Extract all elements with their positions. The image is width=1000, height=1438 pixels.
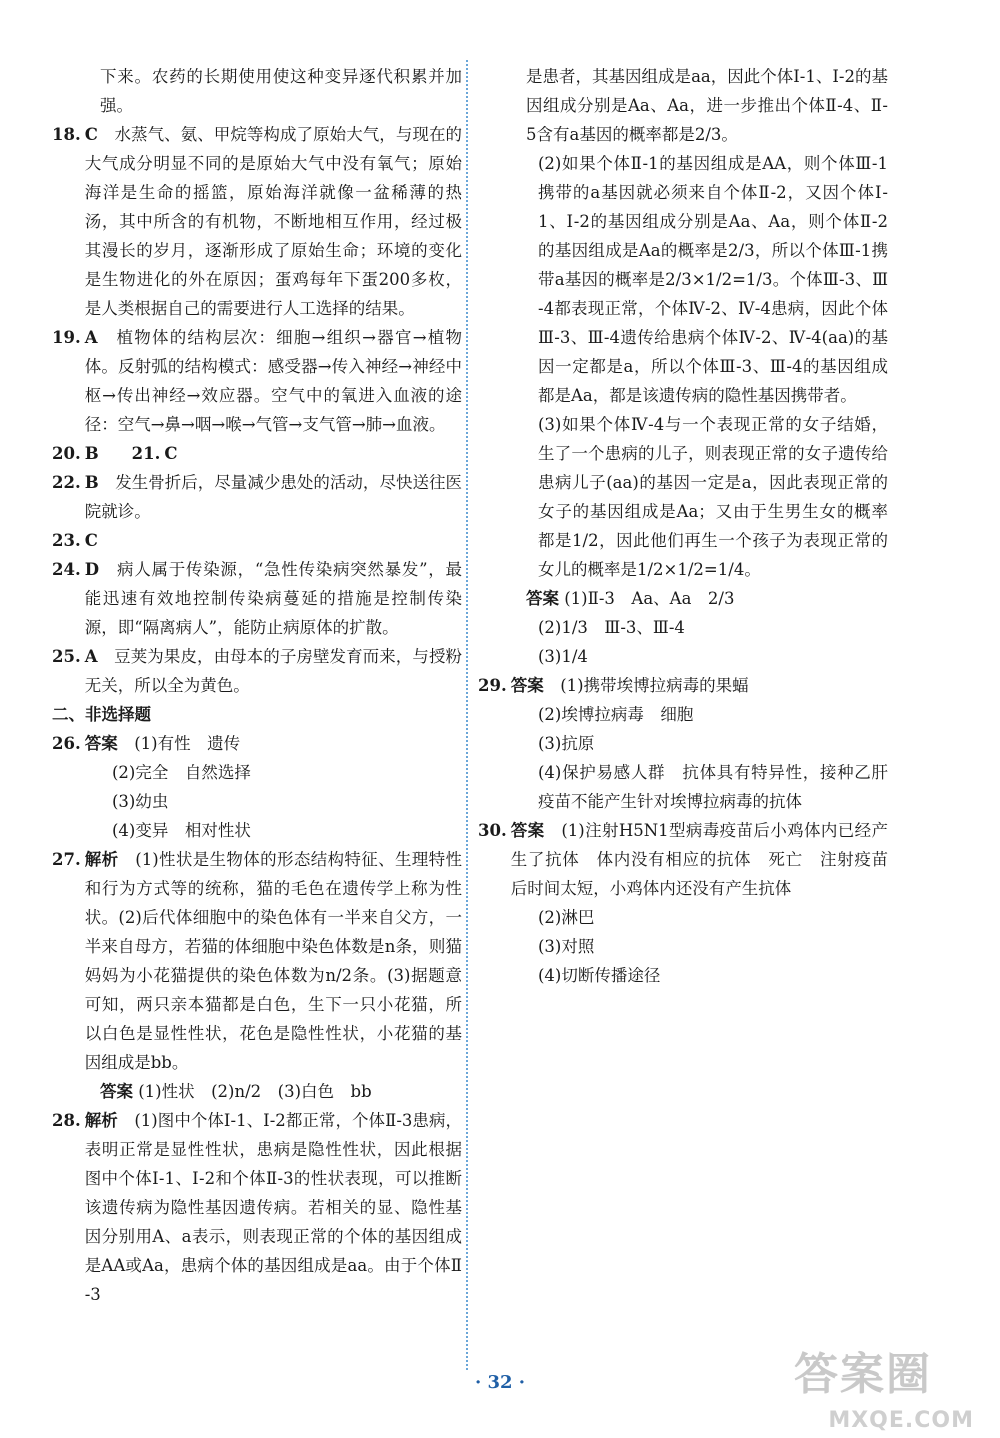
question-number: 26.: [52, 734, 81, 753]
question-explanation: (1)有性 遗传: [134, 734, 241, 753]
question-number: 30.: [478, 821, 507, 840]
answer-subitem: (2)1/3 Ⅲ-3、Ⅲ-4: [538, 618, 685, 637]
question-item: [52, 323, 462, 439]
question-answer-key: 答案: [510, 821, 545, 840]
question-number: 22.: [52, 473, 81, 492]
question-number: 29.: [478, 676, 507, 695]
question-explanation: 植物体的结构层次：细胞→组织→器官→植物体。反射弧的结构模式：感受器→传入神经→神经中枢→传出神经→效应器。空气中的氧进入血液的途径：空气→鼻→咽→喉→气管→支气管→肺→血液。: [84, 328, 463, 434]
answer-line: [52, 1077, 462, 1106]
question-body: [85, 468, 462, 526]
paragraph: (3)如果个体Ⅳ-4与一个表现正常的女子结婚，生了一个患病的儿子，则表现正常的女子遗传给患病儿子(aa)的基因一定是a，因此表现正常的女子的基因组成是Aa；又由于生男生女的概率都是1/2，因此他们再生一个孩子为表现正常的女儿的概率是1/2×1/2=1/4。: [538, 415, 888, 579]
question-body: [85, 1106, 462, 1309]
question-answer-key: C: [164, 444, 178, 463]
question-body: [85, 729, 462, 758]
paragraph-continuation: 是患者，其基因组成是aa，因此个体Ⅰ-1、Ⅰ-2的基因组成分别是Aa、Aa，进一步推出个体Ⅱ-4、Ⅱ-5含有a基因的概率都是2/3。: [526, 67, 888, 144]
question-number: 19.: [52, 328, 81, 347]
question-body: [85, 845, 462, 1077]
question-explanation: 发生骨折后，尽量减少患处的活动，尽快送往医院就诊。: [84, 473, 463, 521]
question-item: [52, 729, 462, 758]
answer-subitem: (2)淋巴: [538, 908, 595, 927]
question-number: 28.: [52, 1111, 81, 1130]
question-item: [52, 439, 462, 468]
answer-subitem: (2)完全 自然选择: [112, 763, 251, 782]
question-answer-key: 答案: [510, 676, 544, 695]
paragraph-continuation: 下来。农药的长期使用使这种变异逐代积累并加强。: [100, 67, 462, 115]
question-explanation: (1)携带埃博拉病毒的果蝠: [560, 676, 749, 695]
question-explanation: 水蒸气、氨、甲烷等构成了原始大气，与现在的大气成分明显不同的是原始大气中没有氧气；原始海洋是生命的摇篮，原始海洋就像一盆稀薄的热汤，其中所含的有机物，不断地相互作用，经过极其漫长的岁月，逐渐形成了原始生命；环境的变化是生物进化的外在原因；蛋鸡每年下蛋200多枚，是人类根据自己的需要进行人工选择的结果。: [84, 125, 463, 318]
question-answer-key: C: [84, 531, 98, 550]
question-item: [478, 816, 888, 903]
question-body: [85, 642, 462, 700]
question-explanation: (1)性状是生物体的形态结构特征、生理特性和行为方式等的统称，猫的毛色在遗传学上称为性状。(2)后代体细胞中的染色体有一半来自父方，一半来自母方，若猫的体细胞中染色体数是n条，则猫妈妈为小花猫提供的染色体数为n/2条。(3)据题意可知，两只亲本猫都是白色，生下一只小花猫，所以白色是显性性状，花色是隐性性状，小花猫的基因组成是bb。: [84, 850, 463, 1072]
question-explanation: 病人属于传染源，“急性传染病突然暴发”，最能迅速有效地控制传染病蔓延的措施是控制传染源，即“隔离病人”，能防止病原体的扩散。: [84, 560, 463, 637]
answer-label: 答案: [100, 1082, 133, 1101]
question-body: [511, 671, 888, 700]
question-item: [52, 526, 462, 555]
question-item: [52, 555, 462, 642]
answer-subitem: (3)幼虫: [112, 792, 169, 811]
question-body: [85, 526, 462, 555]
question-body: [85, 323, 462, 439]
question-number: 20.: [52, 444, 81, 463]
answer-subitem: (4)保护易感人群 抗体具有特异性，接种乙肝疫苗不能产生针对埃博拉病毒的抗体: [538, 763, 888, 811]
question-number: 18.: [52, 125, 81, 144]
question-body: [511, 816, 888, 903]
question-item: [478, 671, 888, 700]
question-answer-key: 解析: [84, 850, 119, 869]
watermark-text-top: 答案圈: [794, 1349, 932, 1400]
question-number: 24.: [52, 560, 81, 579]
answer-subitem: (4)变异 相对性状: [112, 821, 251, 840]
question-answer-key: D: [84, 560, 100, 579]
question-answer-key: C: [84, 125, 98, 144]
question-body: [85, 120, 462, 323]
answer-subitem: (2)埃博拉病毒 细胞: [538, 705, 694, 724]
left-column: [52, 62, 462, 1309]
question-body: [85, 555, 462, 642]
question-answer-key: B: [84, 473, 99, 492]
question-item: [52, 120, 462, 323]
answer-subitem: (3)1/4: [538, 647, 588, 666]
question-explanation: (1)图中个体Ⅰ-1、Ⅰ-2都正常，个体Ⅱ-3患病，表明正常是显性性状，患病是隐性性状，因此根据图中个体Ⅰ-1、Ⅰ-2和个体Ⅱ-3的性状表现，可以推断该遗传病为隐性基因遗传病。若相关的显、隐性基因分别用A、a表示，则表现正常的个体的基因组成是AA或Aa，患病个体的基因组成是aa。由于个体Ⅱ-3: [84, 1111, 463, 1304]
question-answer-key: A: [84, 328, 98, 347]
question-item: [52, 845, 462, 1077]
answer-subitem: (3)抗原: [538, 734, 595, 753]
question-body: [85, 439, 462, 468]
answer-subitem: (4)切断传播途径: [538, 966, 661, 985]
question-number: 21.: [131, 444, 161, 463]
answer-label: 答案: [526, 589, 559, 608]
question-answer-key: 答案: [84, 734, 118, 753]
question-item: [52, 468, 462, 526]
answer-line: [478, 584, 888, 613]
right-column: [478, 62, 888, 990]
question-number: 23.: [52, 531, 81, 550]
watermark-text-bottom: MXQE.COM: [828, 1408, 974, 1433]
question-number: 25.: [52, 647, 81, 666]
watermark-logo: [752, 1349, 992, 1433]
column-divider: [466, 60, 468, 1370]
question-item: [52, 1106, 462, 1309]
answer-text: (1)Ⅱ-3 Aa、Aa 2/3: [564, 589, 735, 608]
page-number: · 32 ·: [474, 1372, 526, 1393]
question-answer-key: 解析: [84, 1111, 118, 1130]
answer-text: (1)性状 (2)n/2 (3)白色 bb: [138, 1082, 372, 1101]
paragraph: (2)如果个体Ⅱ-1的基因组成是AA，则个体Ⅲ-1携带的a基因就必须来自个体Ⅱ-2，又因个体Ⅰ-1、Ⅰ-2的基因组成分别是Aa、Aa，则个体Ⅱ-2的基因组成是Aa的概率是2/3，所以个体Ⅲ-1携带a基因的概率是2/3×1/2=1/3。个体Ⅲ-3、Ⅲ-4都表现正常，个体Ⅳ-2、Ⅳ-4患病，因此个体Ⅲ-3、Ⅲ-4遗传给患病个体Ⅳ-2、Ⅳ-4(aa)的基因一定都是a，所以个体Ⅲ-3、Ⅲ-4的基因组成都是Aa，都是该遗传病的隐性基因携带者。: [538, 154, 888, 405]
question-explanation: (1)注射H5N1型病毒疫苗后小鸡体内已经产生了抗体 体内没有相应的抗体 死亡 注射疫苗后时间太短，小鸡体内还没有产生抗体: [510, 821, 888, 898]
question-answer-key: A: [84, 647, 98, 666]
question-item: [52, 642, 462, 700]
answer-subitem: (3)对照: [538, 937, 595, 956]
question-number: 27.: [52, 850, 81, 869]
question-answer-key: B: [84, 444, 99, 463]
question-explanation: 豆荚为果皮，由母本的子房壁发育而来，与授粉无关，所以全为黄色。: [84, 647, 463, 695]
section-heading: 二、非选择题: [52, 705, 151, 724]
